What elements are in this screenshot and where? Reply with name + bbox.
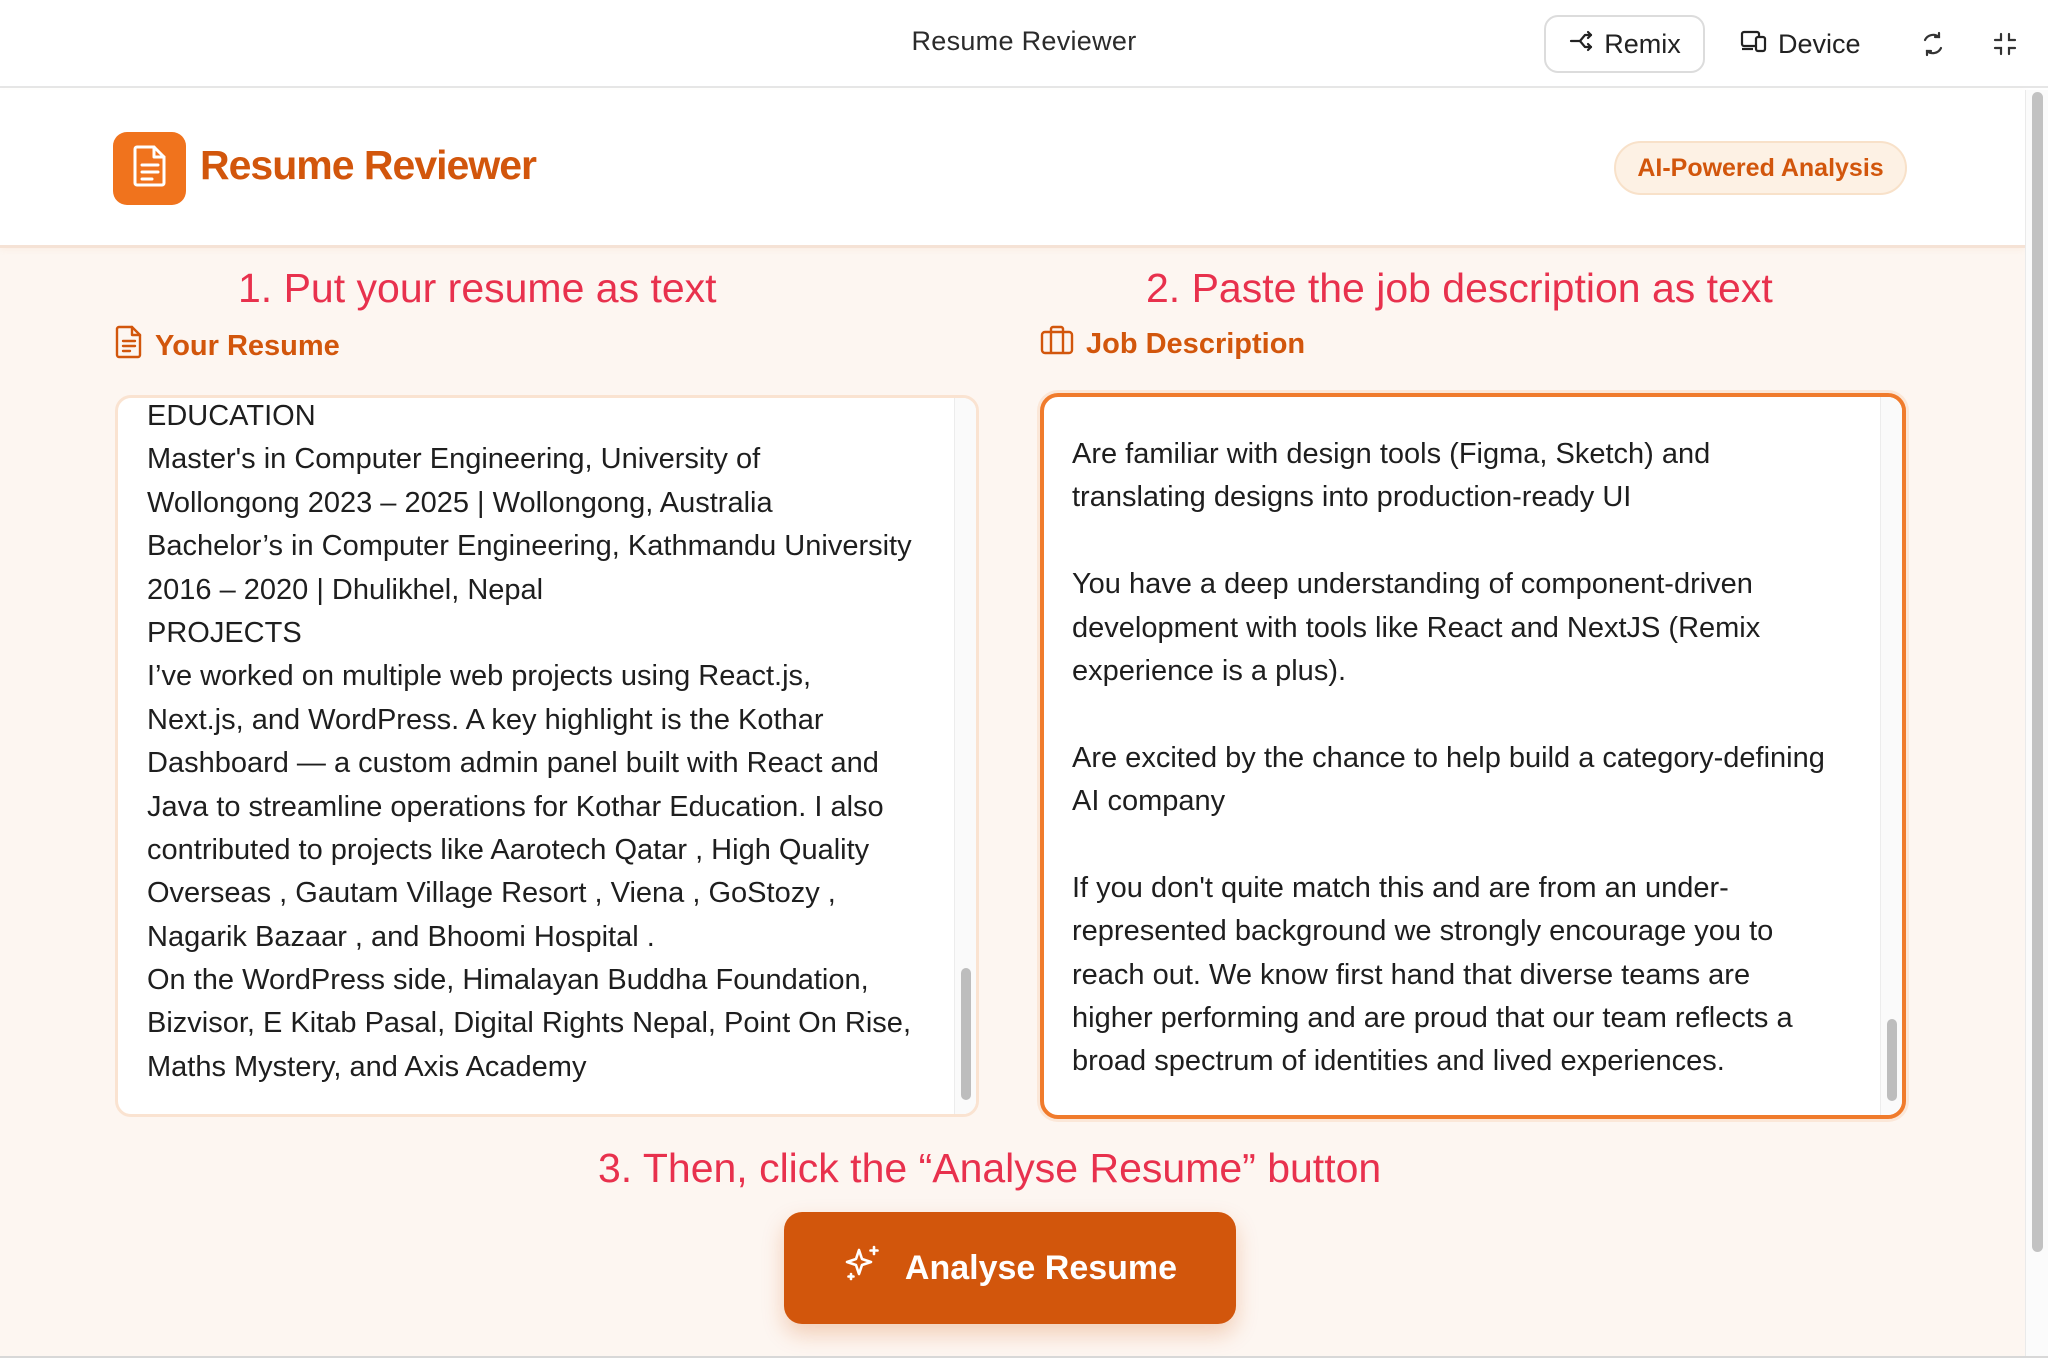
briefcase-icon (1040, 325, 1074, 363)
job-line: broad spectrum of identities and lived experiences. (1072, 1045, 1725, 1078)
job-line: reach out. We know first hand that diverse teams are (1072, 958, 1751, 991)
resume-scrollbar[interactable] (954, 398, 976, 1114)
device-icon (1740, 28, 1768, 61)
job-line: development with tools like React and NextJS (Remix (1072, 611, 1761, 644)
analyse-resume-button[interactable] (784, 1212, 1236, 1324)
resume-line: On the WordPress side, Himalayan Buddha Foundation, (147, 964, 869, 997)
refresh-icon[interactable] (1913, 24, 1953, 64)
brand-title: Resume Reviewer (200, 142, 536, 188)
app-area (0, 90, 2025, 1358)
logo (113, 132, 186, 205)
collapse-icon[interactable] (1985, 24, 2025, 64)
resume-line: Maths Mystery, and Axis Academy (147, 1050, 587, 1083)
sparkles-icon (843, 1244, 883, 1293)
window-title: Resume Reviewer (911, 26, 1137, 56)
job-line (1072, 693, 1825, 736)
device-button[interactable] (1740, 15, 1870, 73)
resume-label-text: Your Resume (155, 329, 340, 362)
job-line: Are excited by the chance to help build a category-defining (1072, 741, 1825, 774)
app-header (0, 90, 2025, 248)
page-scroll-thumb[interactable] (2032, 92, 2043, 1252)
resume-scroll-thumb[interactable] (961, 968, 971, 1100)
job-description-label (1040, 325, 1305, 363)
job-line: Are familiar with design tools (Figma, Sketch) and (1072, 438, 1711, 470)
resume-text-content (147, 395, 912, 1089)
resume-line: Wollongong 2023 – 2025 | Wollongong, Australia (147, 486, 773, 519)
resume-line: Next.js, and WordPress. A key highlight is the Kothar (147, 703, 824, 736)
resume-textarea[interactable] (115, 395, 979, 1117)
instruction-step-3: 3. Then, click the “Analyse Resume” button (598, 1145, 1382, 1191)
job-scroll-thumb[interactable] (1887, 1019, 1897, 1101)
job-label-text: Job Description (1086, 327, 1306, 360)
document-icon (131, 144, 169, 193)
job-line: represented background we strongly encourage you to (1072, 915, 1774, 948)
device-label: Device (1778, 28, 1861, 59)
job-text-content (1072, 433, 1825, 1084)
analyse-resume-label: Analyse Resume (904, 1248, 1178, 1287)
ai-badge: AI-Powered Analysis (1614, 141, 1907, 195)
page-scrollbar[interactable] (2025, 90, 2048, 1358)
job-scrollbar[interactable] (1880, 397, 1902, 1115)
job-description-textarea[interactable] (1040, 393, 1906, 1119)
resume-line: Dashboard — a custom admin panel built with React and (147, 747, 879, 780)
resume-line: I’ve worked on multiple web projects using React.js, (147, 660, 812, 693)
remix-label: Remix (1604, 28, 1681, 59)
instruction-step-1: 1. Put your resume as text (238, 265, 717, 311)
resume-line: Master's in Computer Engineering, University of (147, 443, 761, 476)
file-text-icon (115, 325, 143, 367)
top-bar (0, 0, 2048, 88)
resume-line: EDUCATION (147, 400, 316, 432)
job-line (1072, 520, 1825, 563)
instruction-step-2: 2. Paste the job description as text (1146, 265, 1773, 311)
resume-line: contributed to projects like Aarotech Qatar , High Quality (147, 833, 870, 866)
job-line: You have a deep understanding of component-driven (1072, 568, 1753, 601)
job-line: higher performing and are proud that our team reflects a (1072, 1002, 1793, 1035)
job-line: translating designs into production-ready UI (1072, 481, 1632, 514)
resume-line: Overseas , Gautam Village Resort , Viena , GoStozy , (147, 877, 836, 910)
job-line: AI company (1072, 785, 1226, 818)
resume-line: Bizvisor, E Kitab Pasal, Digital Rights Nepal, Point On Rise, (147, 1007, 911, 1040)
job-line (1072, 824, 1825, 867)
remix-button[interactable] (1544, 15, 1705, 73)
resume-line: Java to streamline operations for Kothar Education. I also (147, 790, 884, 823)
resume-label (115, 325, 340, 367)
resume-line: 2016 – 2020 | Dhulikhel, Nepal (147, 573, 544, 606)
resume-line: Nagarik Bazaar , and Bhoomi Hospital . (147, 920, 655, 953)
resume-line: PROJECTS (147, 616, 302, 649)
job-line: experience is a plus). (1072, 654, 1347, 687)
remix-icon (1568, 28, 1594, 61)
resume-line: Bachelor’s in Computer Engineering, Kathmandu University (147, 530, 912, 563)
job-line: If you don't quite match this and are from an under- (1072, 871, 1729, 904)
